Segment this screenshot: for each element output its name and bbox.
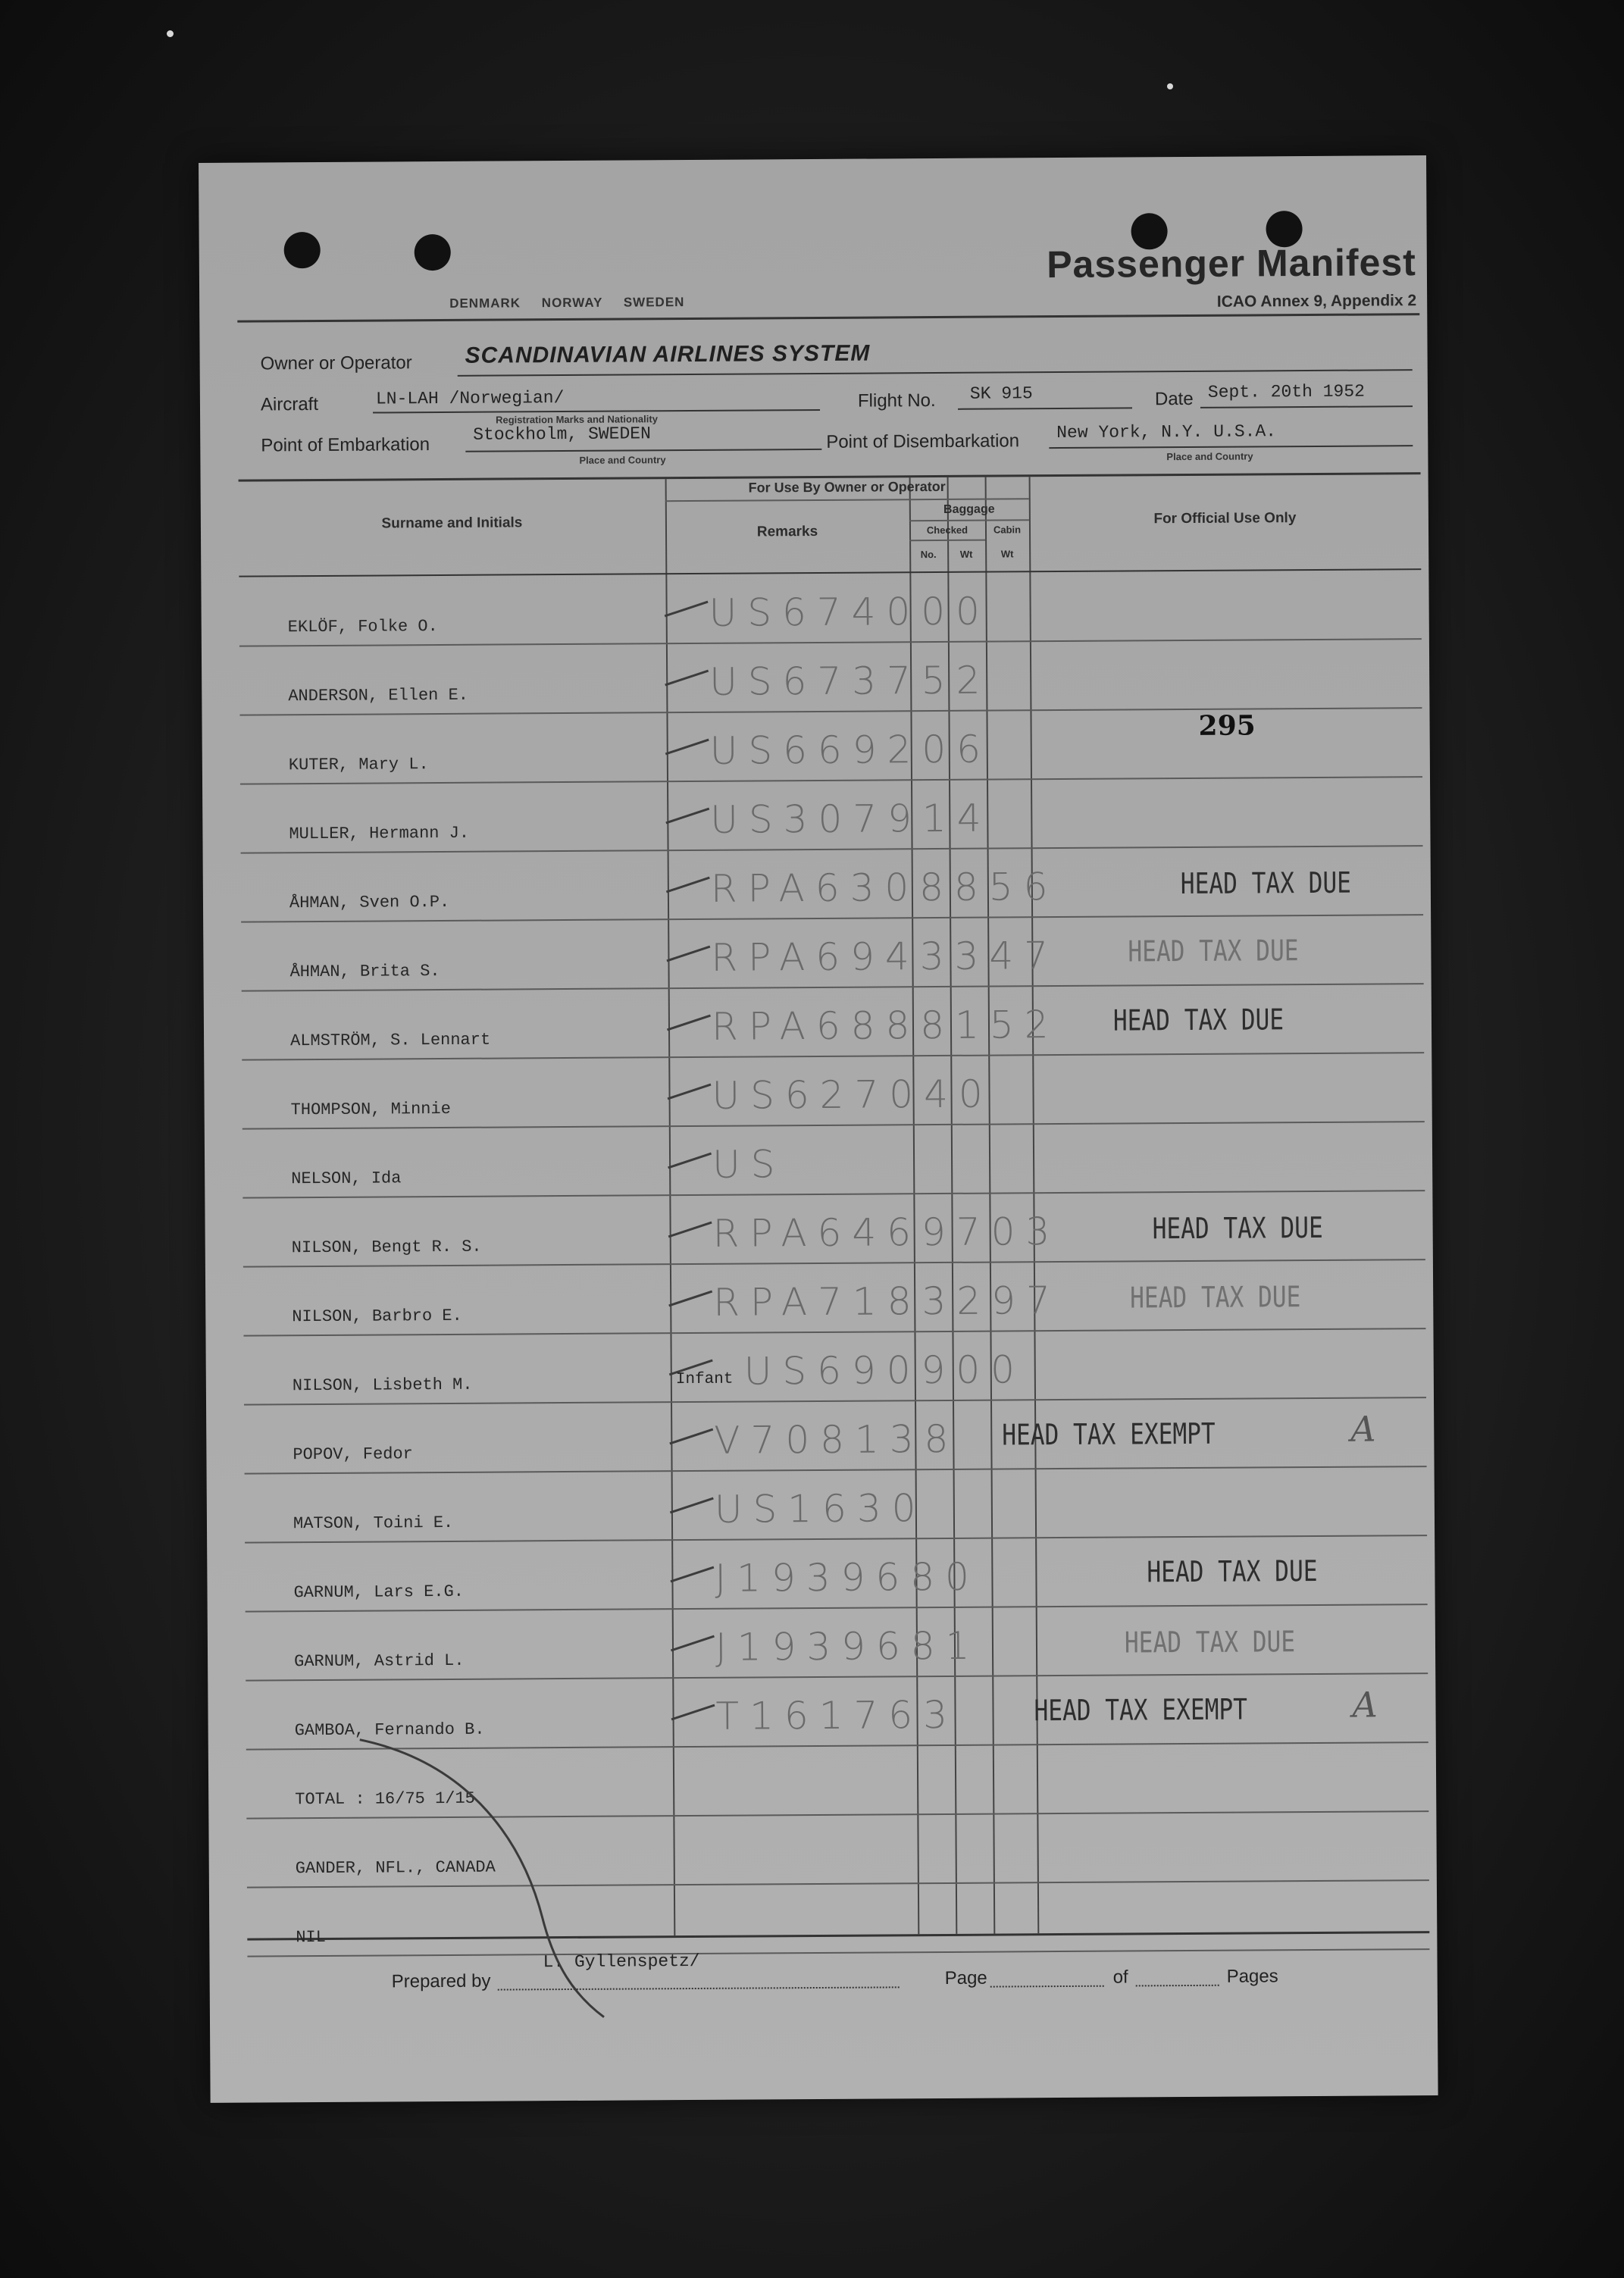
- column-remarks: Remarks: [756, 523, 818, 540]
- official-stamp: HEAD TAX EXEMPT: [1002, 1416, 1216, 1452]
- remark-number: RPA6469703: [712, 1209, 1061, 1256]
- passenger-name: GARNUM, Lars E.G.: [293, 1582, 465, 1603]
- passenger-name: TOTAL : 16/75 1/15: [295, 1788, 475, 1810]
- passenger-name: ÅHMAN, Brita S.: [289, 962, 440, 982]
- passenger-name: NILSON, Lisbeth M.: [292, 1375, 473, 1396]
- column-checked-wt: Wt: [959, 548, 973, 560]
- flight-label: Flight No.: [857, 390, 936, 411]
- column-checked-no: No.: [920, 549, 937, 561]
- official-stamp: HEAD TAX DUE: [1112, 1003, 1284, 1037]
- flight-value: SK 915: [969, 383, 1033, 404]
- remark-number: US1630: [714, 1486, 927, 1532]
- embarkation-caption: Place and Country: [579, 454, 666, 466]
- remark-number: US307914: [710, 796, 992, 842]
- infant-note: Infant: [675, 1370, 734, 1389]
- remark-number: US674000: [709, 589, 991, 635]
- form-title: Passenger Manifest: [1047, 241, 1417, 286]
- official-stamp: HEAD TAX DUE: [1152, 1210, 1323, 1246]
- passenger-name: KUTER, Mary L.: [288, 755, 429, 775]
- of-label: of: [1112, 1967, 1128, 1988]
- prepared-label: Prepared by: [391, 1970, 491, 1992]
- passenger-name: MULLER, Hermann J.: [289, 823, 470, 844]
- disembarkation-label: Point of Disembarkation: [826, 430, 1020, 452]
- official-stamp: HEAD TAX DUE: [1180, 865, 1352, 901]
- form-annex: ICAO Annex 9, Appendix 2: [1216, 292, 1417, 311]
- official-stamp: HEAD TAX DUE: [1124, 1625, 1296, 1660]
- column-baggage: Baggage: [943, 502, 995, 516]
- passenger-name: ALMSTRÖM, S. Lennart: [290, 1030, 491, 1051]
- remark-number: US627040: [712, 1072, 993, 1118]
- date-value: Sept. 20th 1952: [1207, 381, 1366, 402]
- film-dot: [1167, 83, 1173, 89]
- pen-stroke: [199, 155, 1438, 2103]
- passenger-name: ANDERSON, Ellen E.: [288, 685, 469, 706]
- passenger-name: ÅHMAN, Sven O.P.: [289, 892, 450, 913]
- passenger-name: GAMBOA, Fernando B.: [294, 1719, 485, 1741]
- remark-number: T161763: [715, 1692, 959, 1738]
- remark-number: RPA6888152: [711, 1003, 1059, 1049]
- passenger-name: NILSON, Barbro E.: [292, 1306, 462, 1327]
- passenger-name: GARNUM, Astrid L.: [294, 1651, 465, 1672]
- remark-number: RPA6308856: [710, 865, 1059, 911]
- official-stamp: HEAD TAX DUE: [1147, 1554, 1318, 1589]
- remark-number: J1939681: [715, 1623, 981, 1669]
- passenger-name: GANDER, NFL., CANADA: [295, 1857, 496, 1879]
- carrier-countries: DENMARK NORWAY SWEDEN: [449, 295, 685, 311]
- passenger-name: THOMPSON, Minnie: [290, 1099, 451, 1120]
- disembarkation-value: New York, N.Y. U.S.A.: [1056, 421, 1277, 443]
- column-checked: Checked: [926, 524, 968, 537]
- column-cabin: Cabin: [993, 524, 1022, 536]
- disembarkation-caption: Place and Country: [1166, 450, 1253, 463]
- aircraft-caption: Registration Marks and Nationality: [496, 413, 658, 426]
- passenger-name: MATSON, Toini E.: [293, 1513, 454, 1534]
- passenger-name: NIL: [296, 1927, 327, 1948]
- passenger-name: POPOV, Fedor: [293, 1444, 413, 1465]
- date-label: Date: [1154, 388, 1194, 410]
- remark-number: J1939680: [715, 1554, 981, 1601]
- column-cabin-wt: Wt: [1000, 548, 1014, 560]
- official-mark: A: [1352, 1684, 1378, 1726]
- embarkation-label: Point of Embarkation: [261, 434, 430, 456]
- pages-label: Pages: [1226, 1966, 1278, 1987]
- remark-number: US673752: [709, 658, 991, 704]
- remark-number: V708138: [714, 1416, 959, 1463]
- embarkation-value: Stockholm, SWEDEN: [473, 424, 651, 445]
- page-label: Page: [944, 1967, 987, 1989]
- official-stamp: HEAD TAX EXEMPT: [1034, 1692, 1248, 1728]
- aircraft-label: Aircraft: [260, 393, 319, 415]
- column-operator-use: For Use By Owner or Operator: [748, 478, 946, 496]
- column-surname: Surname and Initials: [381, 515, 523, 532]
- owner-label: Owner or Operator: [260, 352, 412, 374]
- prepared-value: L. Gyllenspetz/: [543, 1951, 700, 1973]
- official-stamp: HEAD TAX DUE: [1128, 934, 1299, 968]
- aircraft-value: LN-LAH /Norwegian/: [375, 388, 565, 409]
- official-mark: A: [1350, 1408, 1376, 1450]
- official-stamp: HEAD TAX DUE: [1130, 1280, 1301, 1315]
- passenger-name: NILSON, Bengt R. S.: [291, 1237, 482, 1258]
- official-number: 295: [1198, 709, 1256, 742]
- passenger-name: NELSON, Ida: [291, 1169, 402, 1189]
- manifest-sheet: [199, 155, 1438, 2103]
- remark-number: RPA6943347: [711, 934, 1059, 980]
- passenger-name: EKLÖF, Folke O.: [287, 617, 438, 637]
- remark-number: US690900: [743, 1347, 1026, 1394]
- column-official-use: For Official Use Only: [1153, 510, 1297, 527]
- remark-number: RPA7183297: [713, 1278, 1061, 1325]
- owner-value: SCANDINAVIAN AIRLINES SYSTEM: [465, 340, 871, 368]
- remark-number: US669206: [709, 727, 992, 773]
- remark-number: US: [712, 1142, 786, 1187]
- film-dot: [167, 30, 174, 37]
